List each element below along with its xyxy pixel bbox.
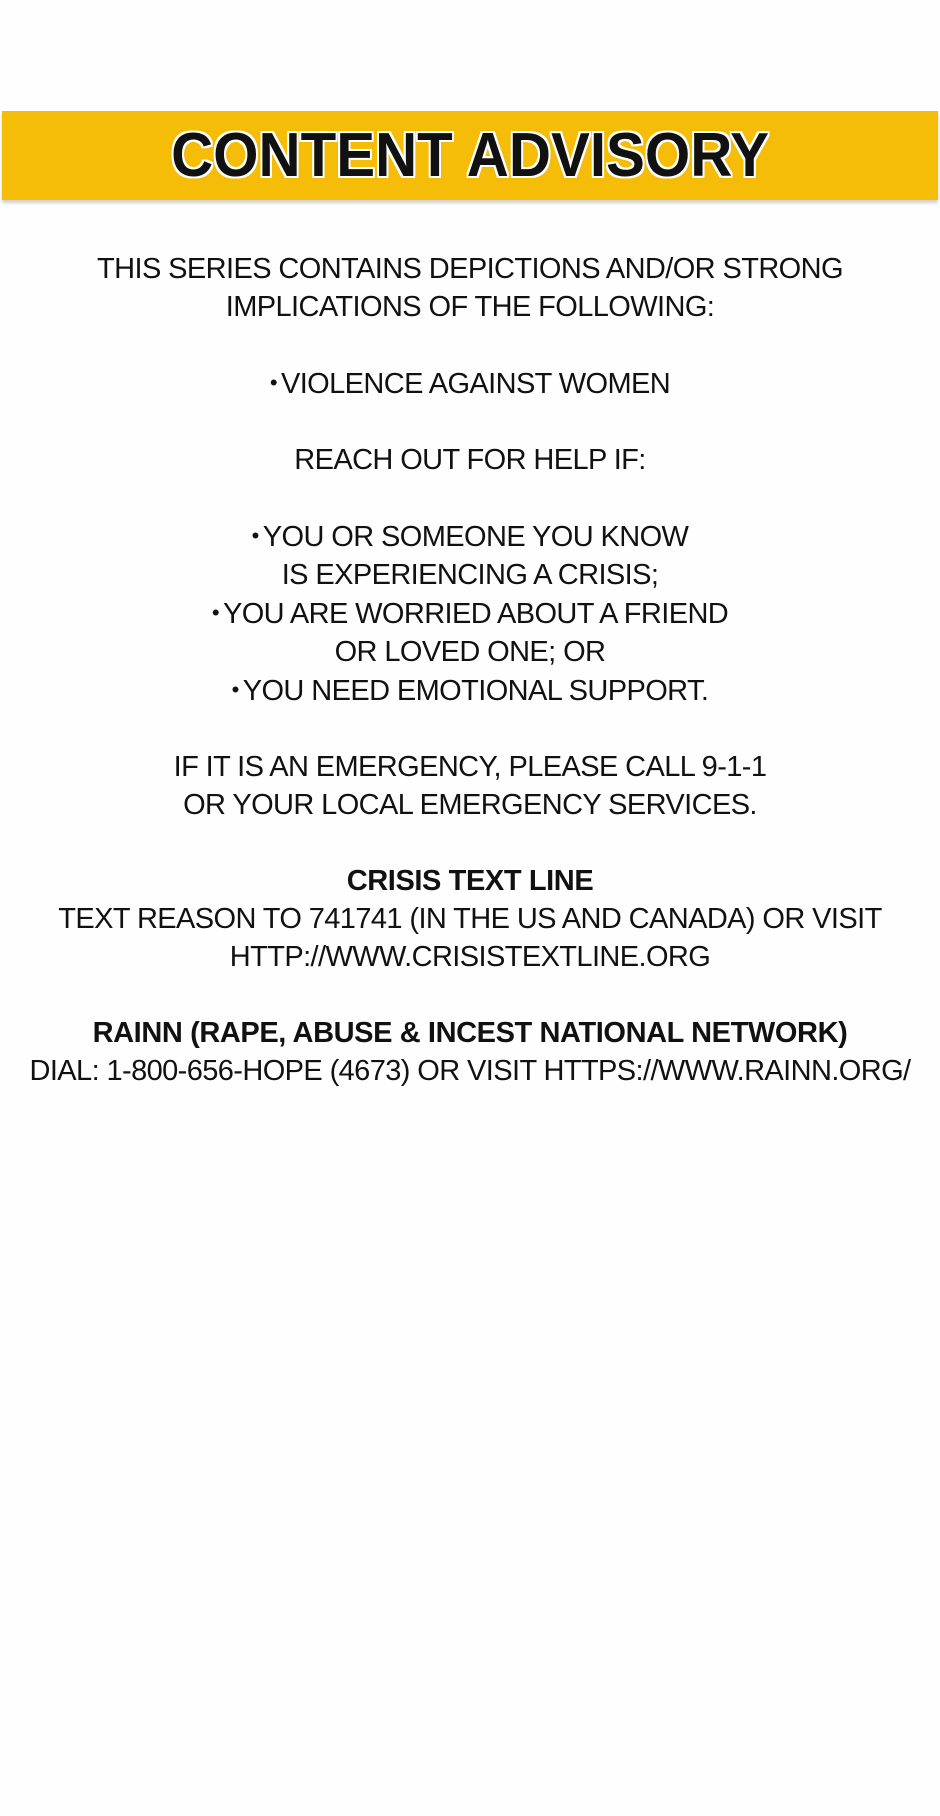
advisory-body [0, 250, 940, 1090]
warning-item: • VIOLENCE AGAINST WOMEN [269, 368, 671, 400]
rainn-contact[interactable]: DIAL: 1-800-656-HOPE (4673) OR VISIT HTTPS://WWW.RAINN.ORG/ [29, 1055, 911, 1087]
bullet-icon: • [211, 600, 219, 625]
help-reason-1: • YOU OR SOMEONE YOU KNOW [251, 521, 689, 553]
crisis-text-line-instructions: TEXT REASON TO 741741 (IN THE US AND CANADA) OR VISIT [58, 903, 882, 935]
crisis-text-line-url[interactable]: HTTP://WWW.CRISISTEXTLINE.ORG [229, 941, 711, 973]
help-heading: REACH OUT FOR HELP IF: [294, 444, 646, 476]
bullet-icon: • [231, 677, 239, 702]
emergency-line-1: IF IT IS AN EMERGENCY, PLEASE CALL 9-1-1 [173, 751, 767, 783]
emergency-line-2: OR YOUR LOCAL EMERGENCY SERVICES. [183, 789, 757, 821]
help-reason-2-cont: OR LOVED ONE; OR [334, 636, 606, 668]
crisis-text-line-heading: CRISIS TEXT LINE [346, 865, 594, 897]
rainn-heading: RAINN (RAPE, ABUSE & INCEST NATIONAL NETWORK) [92, 1017, 848, 1049]
page-title: CONTENT ADVISORY [171, 120, 769, 190]
bullet-icon: • [251, 523, 259, 548]
help-reason-3: • YOU NEED EMOTIONAL SUPPORT. [231, 675, 709, 707]
intro-line-1: THIS SERIES CONTAINS DEPICTIONS AND/OR STRONG [97, 253, 843, 285]
bullet-icon: • [269, 370, 277, 395]
help-reason-2: • YOU ARE WORRIED ABOUT A FRIEND [211, 598, 729, 630]
advisory-banner [2, 111, 938, 200]
intro-line-2: IMPLICATIONS OF THE FOLLOWING: [225, 291, 715, 323]
help-reason-1-cont: IS EXPERIENCING A CRISIS; [281, 559, 659, 591]
